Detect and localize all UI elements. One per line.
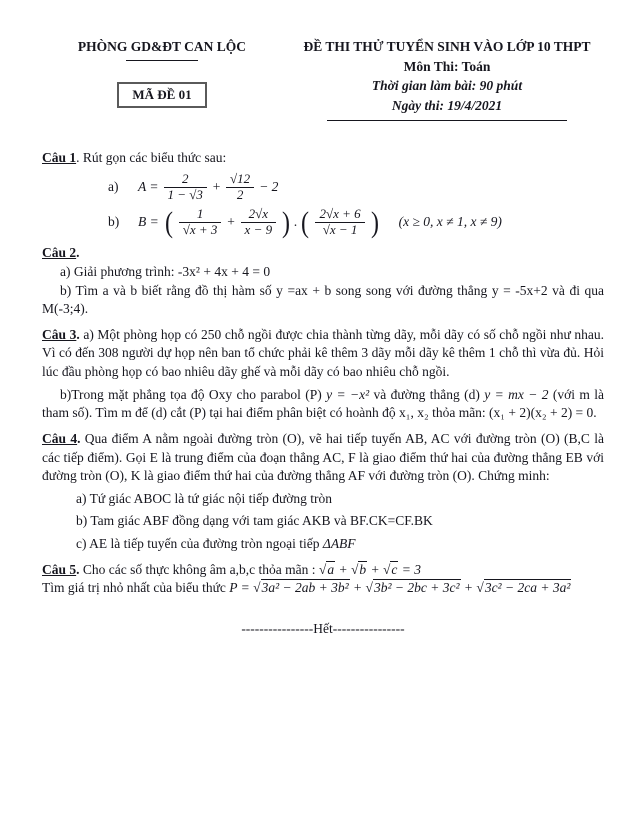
sqrt-icon: √ — [318, 561, 327, 577]
end-marker: ----------------Hết---------------- — [241, 620, 405, 636]
question-3a-text: a) Một phòng họp có 250 chỗ ngồi được chia thành từng dãy, mỗi dãy có số chỗ ngồi như nhau. Vì có đến 308 người dự họp nên ban tổ chức phải kê thêm 3 dãy mỗi dãy kê thêm 1 chỗ thì vừa đủ. Hỏi lúc đầu phòng họp có bao nhiêu dãy ghế và mỗi dãy có bao nhiêu chỗ ngồi. — [42, 326, 605, 380]
question-4-item-b: b) Tam giác ABF đồng dạng với tam giác AKB và BF.CK=CF.BK — [76, 513, 433, 529]
fraction: $\frac{1}{√x + 3}$ — [179, 207, 222, 237]
question-2b: b) Tìm a và b biết rằng đồ thị hàm số y =ax + b song song với đường thẳng y = -5x+2 và đi qua M(-3;4). — [42, 282, 604, 317]
constraint-equation: √a + √b + √c = 3 — [318, 561, 422, 577]
left-paren: ( — [301, 205, 310, 239]
formula-A — [138, 172, 278, 202]
header-right-block — [282, 38, 604, 121]
header-underline — [327, 120, 567, 121]
plus-operator: + — [226, 213, 236, 229]
sqrt-icon: √ — [350, 561, 359, 577]
question-2a: a) Giải phương trình: -3x² + 4x + 4 = 0 — [60, 263, 271, 279]
sqrt-icon: √ — [383, 561, 391, 577]
exam-code-box: MÃ ĐỀ 01 — [117, 82, 206, 108]
question-3a: Câu 3. a) Một phòng họp có 250 chỗ ngồi được chia thành từng dãy, mỗi dãy có số chỗ ngồi như nhau. Vì có đến 308 người dự họp nên ban tổ chức phải kê thêm 3 dãy mỗi dãy kê thêm 1 chỗ thì vừa đủ. Hỏi lúc đầu phòng họp có bao nhiêu dãy ghế và mỗi dãy có bao nhiêu chỗ ngồi. — [42, 326, 605, 380]
fraction: $\frac{2√x}{x - 9}$ — [241, 207, 277, 237]
question-2-label: Câu 2 — [42, 245, 77, 261]
exam-duration: Thời gian làm bài: 90 phút — [371, 78, 523, 94]
question-3-label: Câu 3 — [42, 326, 77, 342]
header-left-block — [42, 38, 282, 108]
question-4: Câu 4. Qua điểm A nằm ngoài đường tròn (O), vẽ hai tiếp tuyến AB, AC với đường tròn (O) (B,C là các tiếp điểm). Gọi E là trung điểm của đoạn thẳng AC, F là giao điểm thứ hai của đường thẳng EB với đường tròn (O), K là giao điểm thứ hai của đường thẳng AF với đường tròn (O). Chứng minh: — [42, 430, 604, 484]
right-paren: ) — [370, 205, 379, 239]
document-header — [42, 38, 604, 121]
question-5-line2: Tìm giá trị nhỏ nhất của biểu thức P = √3a² − 2ab + 3b² + √3b² − 2bc + 3c² + √3c² − 2ca + 3a² — [42, 580, 571, 596]
fraction: $\frac{2}{1 - √3}$ — [164, 172, 207, 202]
domain-condition: (x ≥ 0, x ≠ 1, x ≠ 9) — [398, 213, 502, 229]
formula-A-tail: − 2 — [259, 178, 279, 194]
sqrt-icon: √ — [253, 580, 261, 596]
question-4-item-c: c) AE là tiếp tuyến của đường tròn ngoại tiếp ΔABF — [76, 536, 356, 552]
formula-A-lhs: A = — [138, 178, 159, 194]
item-tag-b: b) — [108, 213, 120, 229]
question-4-text: Qua điểm A nằm ngoài đường tròn (O), vẽ hai tiếp tuyến AB, AC với đường tròn (O) (B,C là các tiếp điểm). Gọi E là trung điểm của đoạn thẳng AC, F là giao điểm thứ hai của đường thẳng EB với đường tròn (O), K là giao điểm thứ hai của đường thẳng AF với đường tròn (O). Chứng minh: — [42, 430, 604, 484]
question-1-label: Câu 1 — [42, 149, 77, 165]
parabola-equation: y = −x² — [326, 386, 370, 402]
question-5-text: Cho các số thực không âm a,b,c thỏa mãn : — [79, 561, 319, 577]
question-1b-formula — [108, 207, 604, 237]
exam-subject: Môn Thi: Toán — [403, 58, 491, 74]
question-4-item-a: a) Tứ giác ABOC là tứ giác nội tiếp đường tròn — [76, 490, 333, 506]
question-2-heading: Câu 2. — [42, 245, 80, 261]
left-paren: ( — [164, 205, 173, 239]
P-expression: P = √3a² − 2ab + 3b² + √3b² − 2bc + 3c² + √3c² − 2ca + 3a² — [229, 580, 571, 596]
fraction: $\frac{√12}{2}$ — [226, 172, 254, 202]
issuing-office: PHÒNG GD&ĐT CAN LỘC — [77, 39, 247, 54]
question-4-label: Câu 4 — [42, 430, 78, 446]
multiply-dot: . — [294, 213, 298, 229]
fraction: $\frac{2√x + 6}{√x - 1}$ — [315, 207, 364, 237]
sqrt-icon: √ — [476, 580, 484, 596]
exam-body — [42, 149, 604, 639]
right-paren: ) — [282, 205, 291, 239]
question-1a-formula — [108, 172, 604, 202]
item-tag-a: a) — [108, 178, 119, 194]
plus-operator: + — [211, 178, 222, 194]
triangle-ABF: ΔABF — [322, 536, 356, 552]
question-5-label: Câu 5 — [42, 561, 77, 577]
sqrt-icon: √ — [365, 580, 373, 596]
exam-date: Ngày thi: 19/4/2021 — [391, 97, 503, 113]
formula-B — [138, 207, 502, 237]
question-3b-text: b)Trong mặt phẳng tọa độ Oxy cho parabol (P) — [60, 386, 327, 402]
question-5-line1: Câu 5. Cho các số thực không âm a,b,c thỏa mãn : √a + √b + √c = 3 — [42, 561, 422, 577]
line-equation: y = mx − 2 — [484, 386, 549, 402]
formula-B-lhs: B = — [138, 213, 159, 229]
question-1-intro: . Rút gọn các biểu thức sau: — [76, 149, 227, 165]
question-1-heading — [42, 149, 604, 168]
exam-title: ĐỀ THI THỬ TUYỂN SINH VÀO LỚP 10 THPT — [303, 39, 591, 54]
question-3b: b)Trong mặt phẳng tọa độ Oxy cho parabol (P) y = −x² và đường thẳng (d) y = mx − 2 (với m là tham số). Tìm m để (d) cắt (P) tại hai điểm phân biệt có hoành độ x₁, x₂ thỏa mãn: (x₁ + 2)(x₂ + 2) = 0. — [42, 386, 605, 421]
